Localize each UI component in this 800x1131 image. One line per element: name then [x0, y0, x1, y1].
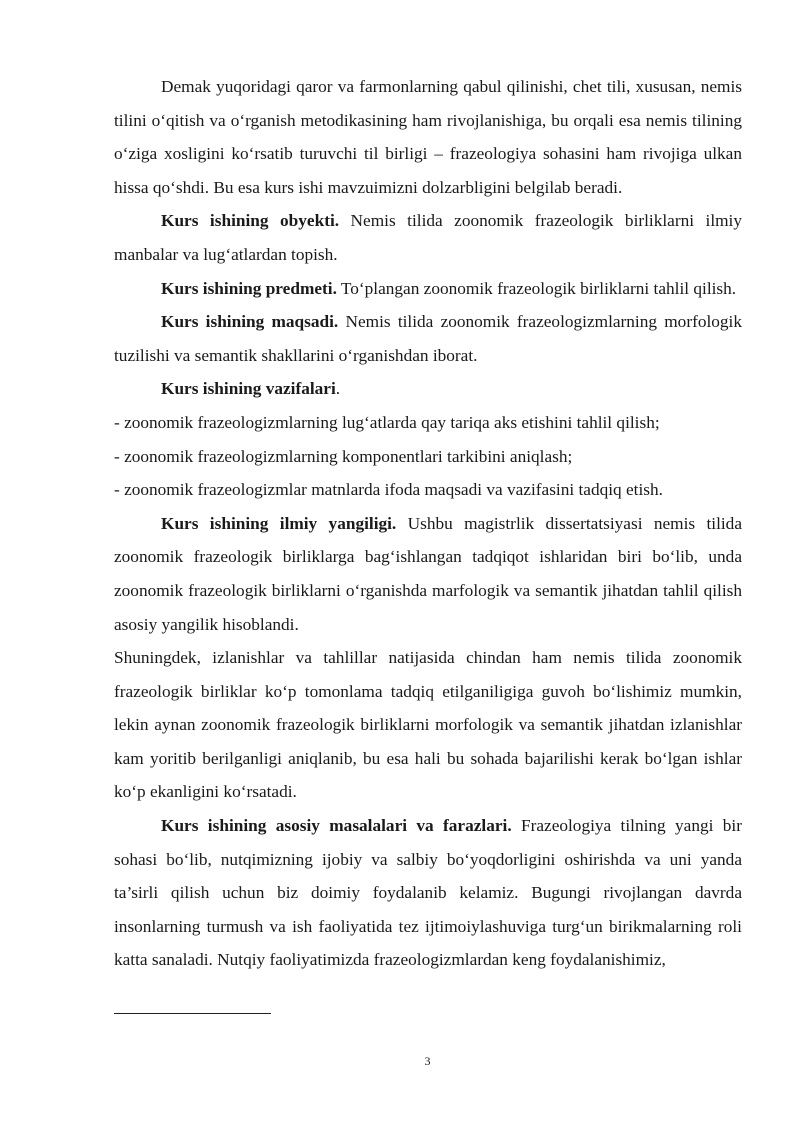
goal-paragraph — [114, 305, 742, 372]
goal-text: Nemis tilida zoonomik frazeologizmlarning morfologik tuzilishi va semantik shakllarini o‘rganishdan iborat. — [114, 312, 742, 365]
also-paragraph: Shuningdek, izlanishlar va tahlillar natijasida chindan ham nemis tilida zoonomik frazeologik birliklar ko‘p tomonlama tadqiq etilganiligiga guvoh bo‘lishimiz mumkin, lekin aynan zoonomik frazeologik birliklarni morfologik va semantik jihatdan izlanishlar kam yoritib berilganligi aniqlanib, bu esa hali bu sohada bajarilishi kerak bo‘lgan ishlar ko‘p ekanligini ko‘rsatadi. — [114, 648, 742, 802]
issues-text: Frazeologiya tilning yangi bir sohasi bo‘lib, nutqimizning ijobiy va salbiy bo‘yoqdorligini oshirishda va uni yanda ta’sirli qilish uchun biz doimiy foydalanib kelamiz. Bugungi rivojlangan davrda insonlarning turmush va ish faoliyatida tez ijtimoiylashuviga turg‘un birikmalarning roli katta sanaladi. Nutqiy faoliyatimizda frazeologizmlardan keng foydalanishimiz, — [114, 816, 742, 970]
object-paragraph — [114, 204, 742, 271]
tasks-heading-dot: . — [335, 379, 341, 399]
task-list-item: - zoonomik frazeologizmlarning komponentlari tarkibini aniqlash; — [114, 446, 573, 466]
document-page — [114, 70, 742, 977]
footnote-separator — [114, 1013, 271, 1014]
novelty-paragraph — [114, 507, 742, 641]
subject-paragraph — [114, 272, 742, 306]
task-list-item: - zoonomik frazeologizmlarning lug‘atlarda qay tariqa aks etishini tahlil qilish; — [114, 412, 660, 432]
subject-text: To‘plangan zoonomik frazeologik birliklarni tahlil qilish. — [336, 278, 737, 298]
intro-paragraph: Demak yuqoridagi qaror va farmonlarning qabul qilinishi, chet tili, xususan, nemis tilini o‘qitish va o‘rganish metodikasining ham rivojlanishiga, bu orqali esa nemis tilining o‘ziga xosligini ko‘rsatib turuvchi til birligi – frazeologiya sohasini ham rivojiga ulkan hissa qo‘shdi. Bu esa kurs ishi mavzuimizni dolzarbligini belgilab beradi. — [114, 77, 742, 197]
novelty-text: Ushbu magistrlik dissertatsiyasi nemis tilida zoonomik frazeologik birliklarga bag‘ishlangan tadqiqot ishlaridan biri bo‘lib, unda zoonomik frazeologik birliklarni o‘rganishda marfologik va semantik jihatdan tahlil qilish asosiy yangilik hisoblandi. — [114, 513, 742, 634]
issues-paragraph — [114, 809, 742, 977]
object-heading: Kurs ishining obyekti. — [161, 211, 340, 231]
page-number: 3 — [424, 1054, 431, 1068]
novelty-heading: Kurs ishining ilmiy yangiligi. — [161, 513, 397, 533]
goal-heading: Kurs ishining maqsadi. — [161, 312, 339, 332]
object-text: Nemis tilida zoonomik frazeologik birliklarni ilmiy manbalar va lug‘atlardan topish. — [114, 211, 743, 264]
issues-heading: Kurs ishining asosiy masalalari va farazlari. — [161, 816, 512, 836]
tasks-paragraph — [114, 372, 742, 406]
task-list-item: - zoonomik frazeologizmlar matnlarda ifoda maqsadi va vazifasini tadqiq etish. — [114, 480, 663, 500]
subject-heading: Kurs ishining predmeti. — [161, 278, 337, 298]
tasks-heading: Kurs ishining vazifalari — [161, 379, 336, 399]
